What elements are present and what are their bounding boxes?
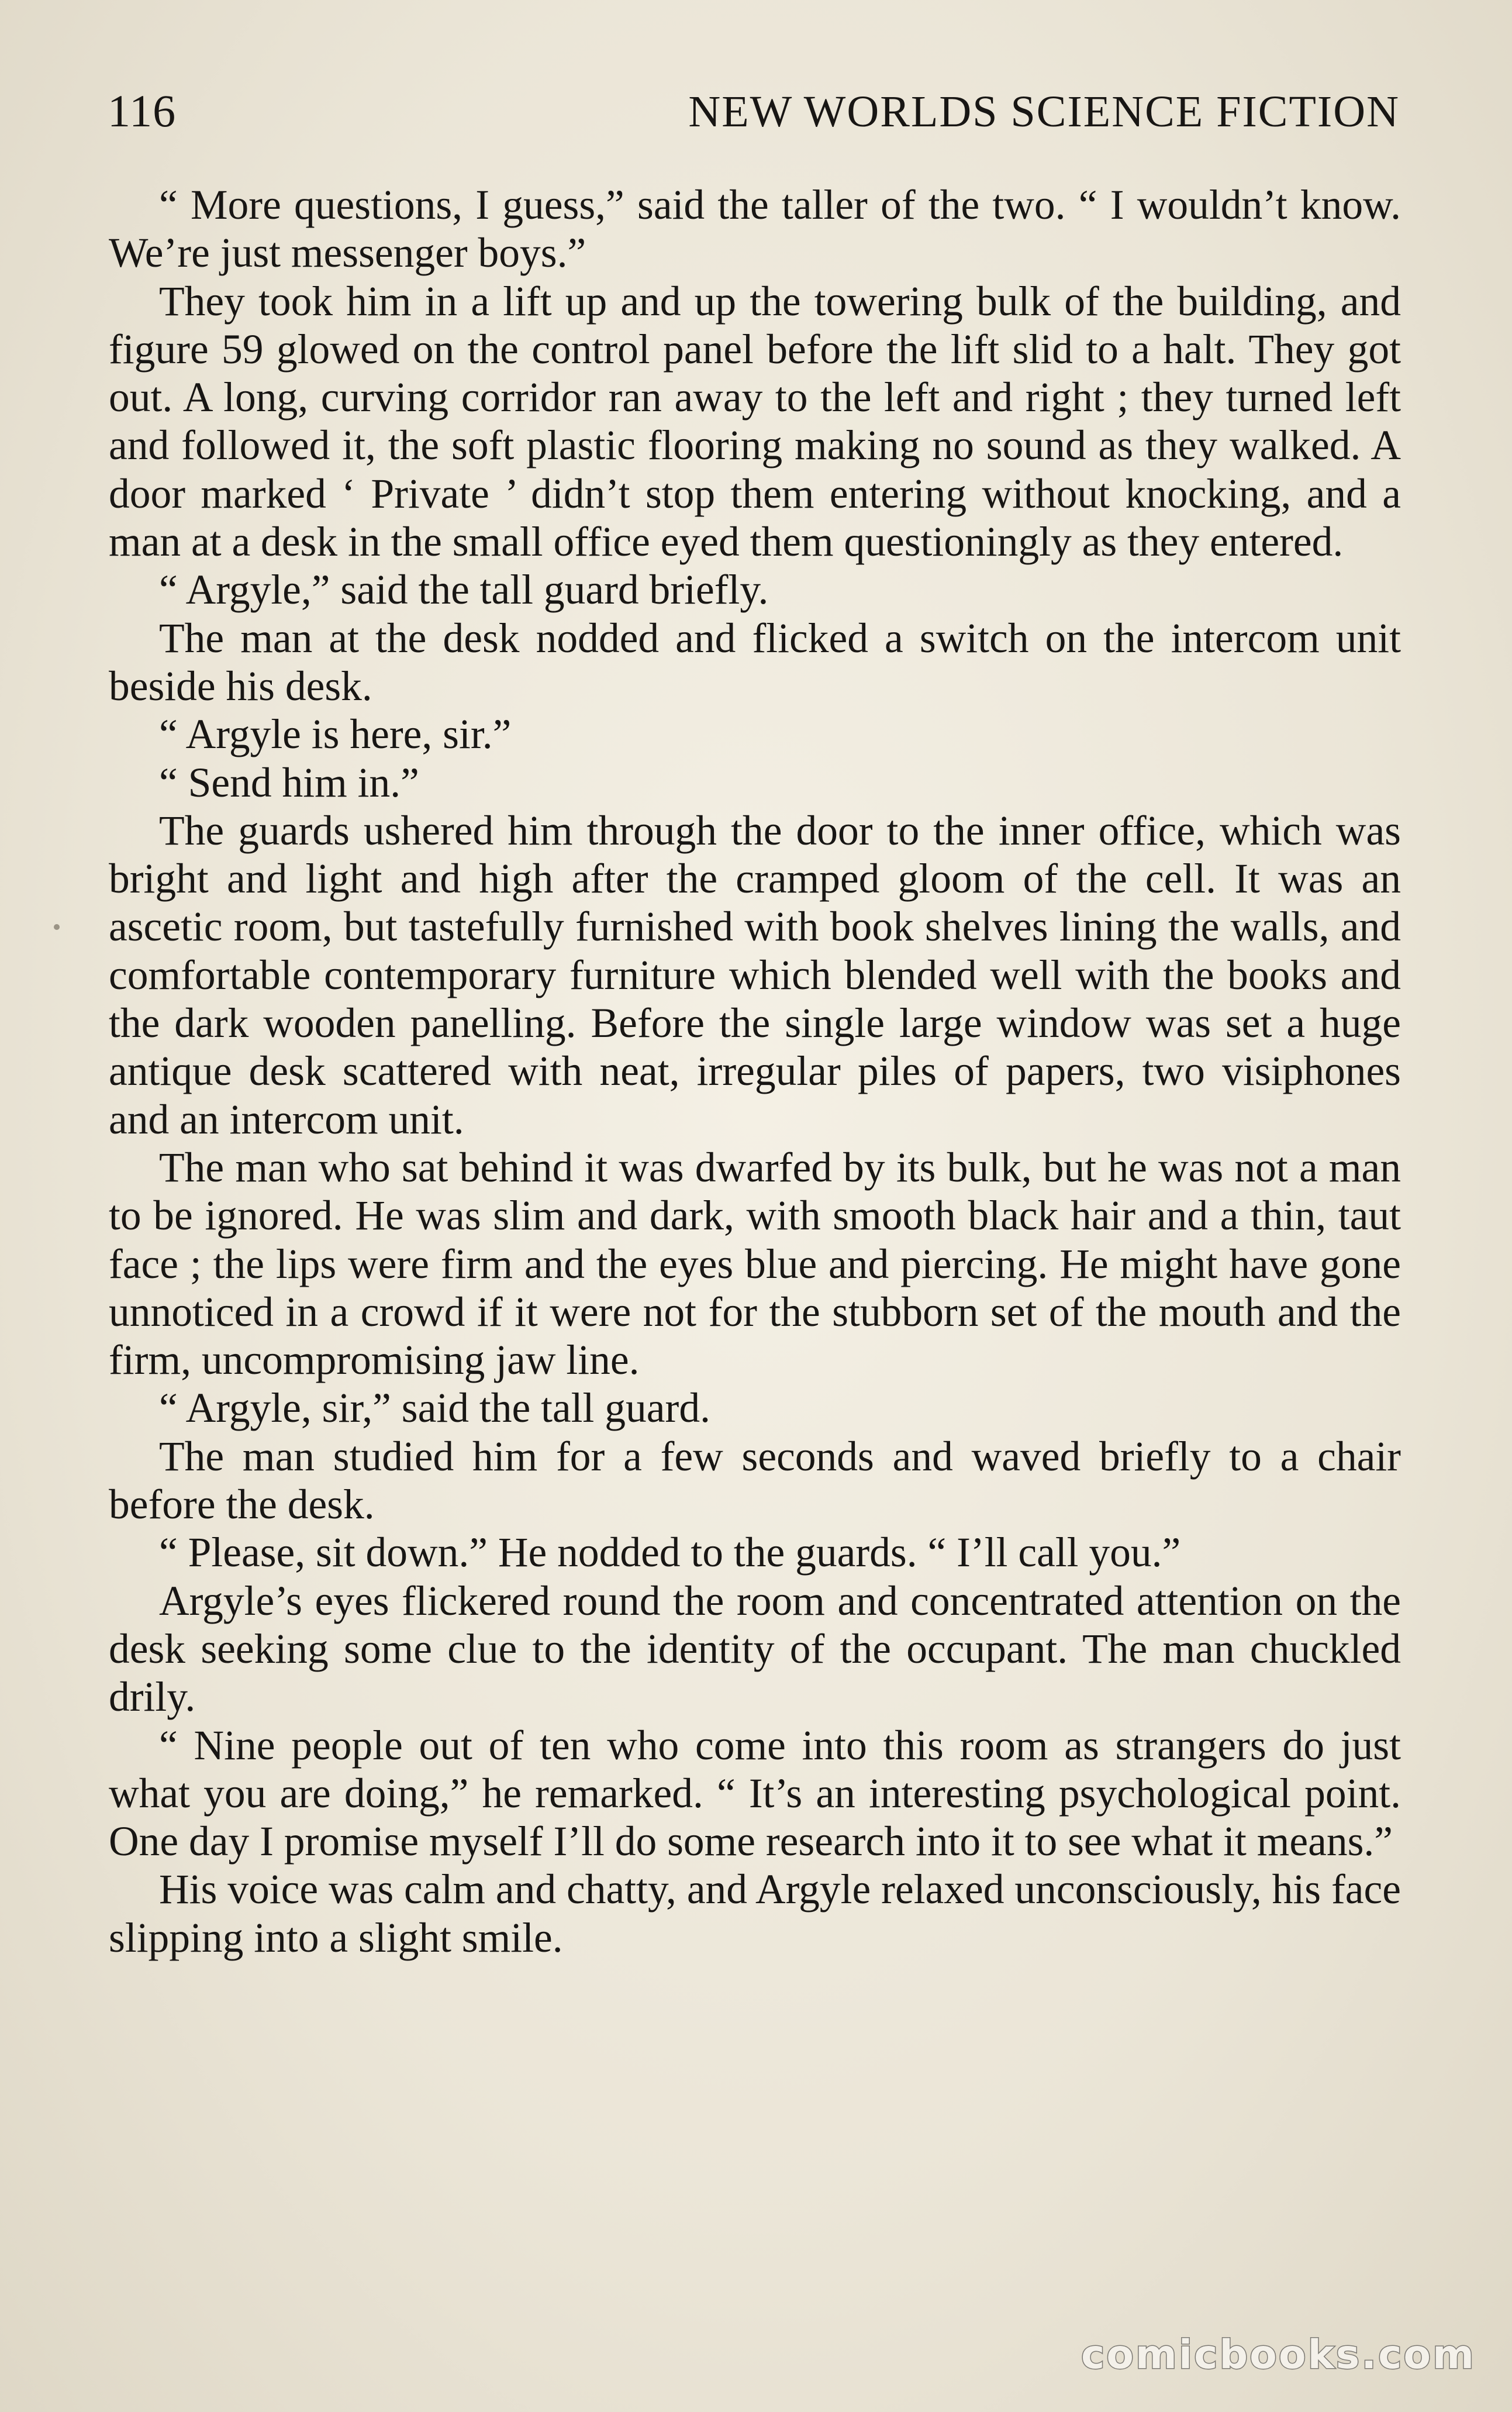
paragraph: The man who sat behind it was dwarfed by its bulk, but he was not a man to be ignored. He was slim and dark, with smooth black hair and a thin, taut face ; the lips were firm and the eyes blue and piercing. He might have gone unnoticed in a crowd if it were not for the stubborn set of the mouth and the firm, uncompromising jaw line. — [109, 1144, 1401, 1384]
paragraph: The guards ushered him through the door to the inner office, which was bright and light and high after the cramped gloom of the cell. It was an ascetic room, but tastefully furnished with book shelves lining the walls, and comfortable contemporary furniture which blended well with the books and the dark wooden panelling. Before the single large window was set a huge antique desk scattered with neat, irregular piles of papers, two visiphones and an intercom unit. — [109, 807, 1401, 1143]
paragraph: “ Please, sit down.” He nodded to the guards. “ I’ll call you.” — [159, 1529, 1181, 1576]
paragraph: The man at the desk nodded and flicked a switch on the intercom unit beside his desk. — [109, 615, 1401, 709]
body-text — [109, 181, 1401, 1962]
paragraph: “ Argyle,” said the tall guard briefly. — [159, 567, 769, 614]
paragraph: “ Send him in.” — [159, 759, 419, 806]
watermark: comicbooks.com — [1081, 2332, 1476, 2378]
paragraph: The man studied him for a few seconds and waved briefly to a chair before the desk. — [109, 1433, 1401, 1528]
paragraph: Argyle’s eyes flickered round the room and concentrated attention on the desk seeking some clue to the identity of the occupant. The man chuckled drily. — [109, 1577, 1401, 1721]
paragraph: “ Argyle is here, sir.” — [159, 711, 512, 758]
page-header — [108, 85, 1400, 149]
paragraph: They took him in a lift up and up the towering bulk of the building, and figure 59 glowed on the control panel before the lift slid to a halt. They got out. A long, curving corridor ran away to the left and right ; they turned left and followed it, the soft plastic flooring making no sound as they walked. A door marked ‘ Private ’ didn’t stop them entering without knocking, and a man at a desk in the small office eyed them questioningly as they entered. — [109, 278, 1401, 566]
paragraph: “ Argyle, sir,” said the tall guard. — [159, 1385, 710, 1432]
paragraph: His voice was calm and chatty, and Argyle relaxed unconsciously, his face slipping into a slight smile. — [109, 1866, 1401, 1961]
paragraph: “ Nine people out of ten who come into this room as strangers do just what you are doing,” he remarked. “ It’s an interesting psychological point. One day I promise myself I’ll do some research into it to see what it means.” — [109, 1722, 1401, 1865]
paper-speck — [54, 924, 60, 930]
page-number: 116 — [108, 85, 177, 136]
running-head: NEW WORLDS SCIENCE FICTION — [688, 87, 1400, 136]
paragraph: “ More questions, I guess,” said the taller of the two. “ I wouldn’t know. We’re just messenger boys.” — [109, 182, 1401, 277]
